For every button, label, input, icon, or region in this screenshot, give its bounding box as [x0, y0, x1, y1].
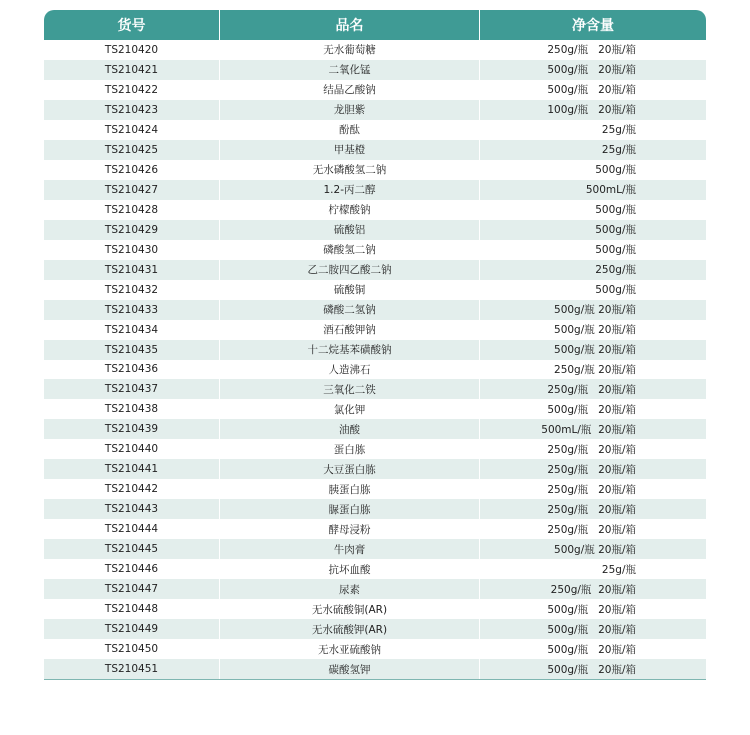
cell-item-number: TS210425 [44, 140, 220, 160]
cell-net-content: 500g/瓶 [595, 244, 636, 257]
cell-product-name: 龙胆紫 [220, 100, 480, 120]
cell-item-number: TS210429 [44, 220, 220, 240]
table-row [44, 340, 706, 360]
cell-item-number: TS210433 [44, 300, 220, 320]
table-row [44, 220, 706, 240]
cell-net-content: 500g/瓶 20瓶/箱 [547, 663, 636, 676]
cell-item-number: TS210420 [44, 40, 220, 60]
cell-net-content: 250g/瓶 20瓶/箱 [547, 483, 636, 496]
cell-item-number: TS210422 [44, 80, 220, 100]
cell-net-content: 100g/瓶 20瓶/箱 [547, 104, 636, 117]
cell-item-number: TS210440 [44, 439, 220, 459]
cell-net-content: 500mL/瓶 20瓶/箱 [541, 423, 636, 436]
cell-item-number: TS210451 [44, 659, 220, 679]
cell-item-number: TS210439 [44, 419, 220, 439]
cell-item-number: TS210446 [44, 559, 220, 579]
table-row [44, 419, 706, 439]
cell-item-number: TS210421 [44, 60, 220, 80]
cell-net-content: 500g/瓶 20瓶/箱 [554, 344, 636, 357]
cell-product-name: 乙二胺四乙酸二钠 [220, 260, 480, 280]
table-row [44, 80, 706, 100]
cell-net-content: 250g/瓶 20瓶/箱 [547, 44, 636, 57]
cell-product-name: 人造沸石 [220, 360, 480, 380]
table-row [44, 659, 706, 679]
cell-item-number: TS210444 [44, 519, 220, 539]
cell-product-name: 三氧化二铁 [220, 379, 480, 399]
cell-product-name: 大豆蛋白胨 [220, 459, 480, 479]
cell-item-number: TS210442 [44, 479, 220, 499]
cell-net-content: 250g/瓶 [595, 264, 636, 277]
cell-net-content: 500mL/瓶 [585, 184, 636, 197]
cell-item-number: TS210437 [44, 379, 220, 399]
cell-net-content: 500g/瓶 [595, 224, 636, 237]
cell-product-name: 无水亚硫酸钠 [220, 639, 480, 659]
cell-item-number: TS210426 [44, 160, 220, 180]
cell-net-content: 500g/瓶 20瓶/箱 [547, 64, 636, 77]
table-row [44, 379, 706, 399]
table-row [44, 120, 706, 140]
cell-product-name: 无水硫酸钾(AR) [220, 619, 480, 639]
cell-net-content: 25g/瓶 [601, 563, 636, 576]
cell-item-number: TS210432 [44, 280, 220, 300]
cell-product-name: 结晶乙酸钠 [220, 80, 480, 100]
header-item-number: 货号 [44, 10, 220, 40]
cell-net-content: 250g/瓶 20瓶/箱 [547, 463, 636, 476]
table-row [44, 320, 706, 340]
table-row [44, 579, 706, 599]
cell-net-content: 250g/瓶 20瓶/箱 [547, 443, 636, 456]
cell-item-number: TS210448 [44, 599, 220, 619]
cell-product-name: 无水葡萄糖 [220, 40, 480, 60]
table-header [44, 10, 706, 40]
table-row [44, 519, 706, 539]
table-row [44, 360, 706, 380]
table-row [44, 180, 706, 200]
cell-product-name: 酚酞 [220, 120, 480, 140]
table-row [44, 140, 706, 160]
cell-product-name: 胰蛋白胨 [220, 479, 480, 499]
cell-product-name: 牛肉膏 [220, 539, 480, 559]
cell-net-content: 250g/瓶 20瓶/箱 [550, 583, 636, 596]
cell-product-name: 磷酸氢二钠 [220, 240, 480, 260]
cell-net-content: 500g/瓶 20瓶/箱 [554, 304, 636, 317]
table-row [44, 599, 706, 619]
cell-item-number: TS210450 [44, 639, 220, 659]
product-table [44, 10, 706, 680]
cell-item-number: TS210441 [44, 459, 220, 479]
table-row [44, 559, 706, 579]
cell-item-number: TS210424 [44, 120, 220, 140]
table-row [44, 539, 706, 559]
cell-item-number: TS210430 [44, 240, 220, 260]
cell-net-content: 500g/瓶 [595, 284, 636, 297]
cell-product-name: 尿素 [220, 579, 480, 599]
cell-net-content: 250g/瓶 20瓶/箱 [547, 523, 636, 536]
table-row [44, 260, 706, 280]
cell-product-name: 酵母浸粉 [220, 519, 480, 539]
cell-item-number: TS210428 [44, 200, 220, 220]
cell-net-content: 500g/瓶 20瓶/箱 [547, 603, 636, 616]
cell-item-number: TS210435 [44, 340, 220, 360]
table-body [44, 40, 706, 679]
cell-item-number: TS210443 [44, 499, 220, 519]
cell-product-name: 硫酸铜 [220, 280, 480, 300]
cell-net-content: 250g/瓶 20瓶/箱 [547, 503, 636, 516]
cell-product-name: 磷酸二氢钠 [220, 300, 480, 320]
cell-product-name: 柠檬酸钠 [220, 200, 480, 220]
header-product-name: 品名 [220, 10, 480, 40]
cell-item-number: TS210449 [44, 619, 220, 639]
cell-net-content: 500g/瓶 20瓶/箱 [547, 84, 636, 97]
cell-product-name: 油酸 [220, 419, 480, 439]
table-row [44, 60, 706, 80]
cell-product-name: 十二烷基苯磺酸钠 [220, 340, 480, 360]
table-row [44, 280, 706, 300]
cell-net-content: 500g/瓶 20瓶/箱 [547, 623, 636, 636]
table-row [44, 200, 706, 220]
cell-product-name: 二氧化锰 [220, 60, 480, 80]
cell-product-name: 酒石酸钾钠 [220, 320, 480, 340]
cell-product-name: 碳酸氢钾 [220, 659, 480, 679]
table-row [44, 40, 706, 60]
cell-item-number: TS210445 [44, 539, 220, 559]
cell-product-name: 脲蛋白胨 [220, 499, 480, 519]
table-row [44, 639, 706, 659]
cell-product-name: 无水硫酸铜(AR) [220, 599, 480, 619]
table-row [44, 240, 706, 260]
cell-net-content: 500g/瓶 20瓶/箱 [547, 643, 636, 656]
cell-product-name: 氯化钾 [220, 399, 480, 419]
header-net-content: 净含量 [572, 18, 614, 34]
cell-product-name: 抗坏血酸 [220, 559, 480, 579]
table-row [44, 479, 706, 499]
cell-product-name: 蛋白胨 [220, 439, 480, 459]
cell-net-content: 500g/瓶 20瓶/箱 [554, 324, 636, 337]
cell-net-content: 500g/瓶 [595, 204, 636, 217]
cell-net-content: 250g/瓶 20瓶/箱 [554, 363, 636, 376]
cell-item-number: TS210438 [44, 399, 220, 419]
table-row [44, 100, 706, 120]
cell-item-number: TS210427 [44, 180, 220, 200]
cell-product-name: 无水磷酸氢二钠 [220, 160, 480, 180]
cell-item-number: TS210434 [44, 320, 220, 340]
table-row [44, 439, 706, 459]
cell-net-content: 500g/瓶 20瓶/箱 [554, 543, 636, 556]
table-row [44, 499, 706, 519]
cell-item-number: TS210423 [44, 100, 220, 120]
cell-net-content: 25g/瓶 [601, 124, 636, 137]
cell-product-name: 甲基橙 [220, 140, 480, 160]
table-row [44, 399, 706, 419]
cell-product-name: 硫酸铝 [220, 220, 480, 240]
table-row [44, 160, 706, 180]
cell-net-content: 500g/瓶 [595, 164, 636, 177]
cell-product-name: 1.2-丙二醇 [220, 180, 480, 200]
table-row [44, 619, 706, 639]
table-row [44, 300, 706, 320]
table-bottom-border [44, 679, 706, 680]
cell-net-content: 500g/瓶 20瓶/箱 [547, 403, 636, 416]
cell-net-content: 25g/瓶 [601, 144, 636, 157]
table-row [44, 459, 706, 479]
cell-net-content: 250g/瓶 20瓶/箱 [547, 383, 636, 396]
cell-item-number: TS210447 [44, 579, 220, 599]
cell-item-number: TS210436 [44, 360, 220, 380]
cell-item-number: TS210431 [44, 260, 220, 280]
